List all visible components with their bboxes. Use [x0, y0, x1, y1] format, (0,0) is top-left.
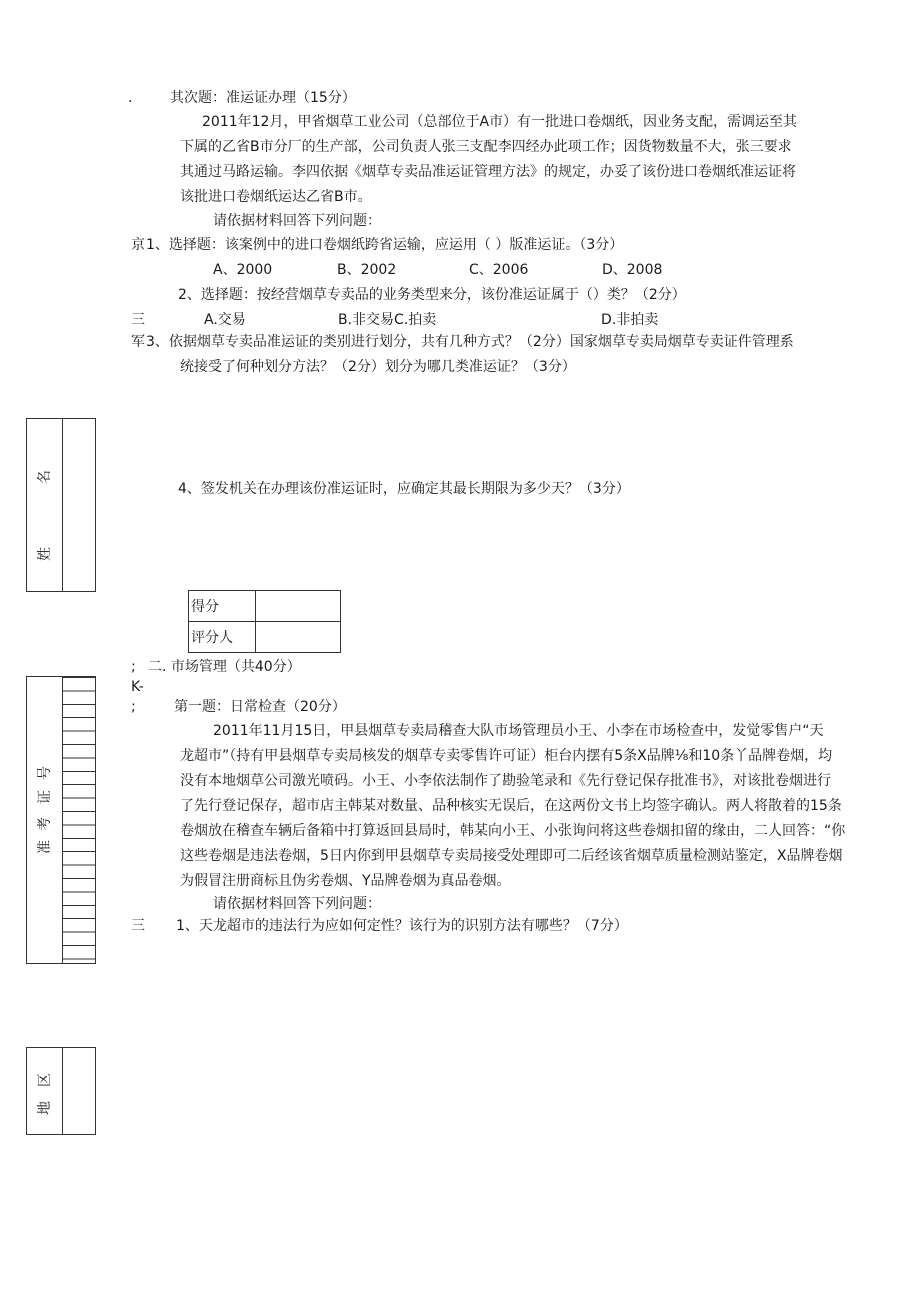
score-table [188, 590, 341, 653]
region-char: 区 [37, 1073, 53, 1087]
paragraph-line: 卷烟放在稽查车辆后备箱中打算返回县局时，韩某向小王、小张询问将这些卷烟扣留的缘由，二人回答：“你 [180, 823, 846, 839]
margin-mark: 军 [131, 334, 145, 350]
paragraph-line: 2011年11月15日，甲县烟草专卖局稽查大队市场管理员小王、小李在市场检查中，发觉零售户“天 [213, 723, 824, 739]
margin-mark: K- [131, 679, 144, 695]
option-d: D、2008 [602, 262, 663, 278]
question-3-line-1: 3、依据烟草专卖品准运证的类别进行划分，共有几种方式？（2分）国家烟草专卖局烟草专卖证件管理系 [146, 334, 794, 350]
paragraph-line: 2011年12月，甲省烟草工业公司（总部位于A市）有一批进口卷烟纸，因业务支配，需调运至其 [202, 114, 798, 130]
question-4: 4、签发机关在办理该份准运证时，应确定其最长期限为多少天？（3分） [178, 481, 630, 497]
section-title: 二. 市场管理（共40分） [148, 659, 301, 675]
region-char: 地 [37, 1101, 53, 1115]
paragraph-line: 其通过马路运输。李四依据《烟草专卖品准运证管理方法》的规定，办妥了该份进口卷烟纸准运证将 [180, 164, 796, 180]
exam-char: 准 [37, 840, 53, 854]
question-2: 2、选择题：按经营烟草专卖品的业务类型来分，该份准运证属于（）类？（2分） [178, 287, 686, 303]
paragraph-line: 了先行登记保存，超市店主韩某对数量、品种核实无误后，在这两份文书上均签字确认。两人将散着的15条 [180, 798, 842, 814]
prompt-text: 请依据材料回答下列问题： [213, 896, 381, 912]
region-box [26, 1047, 96, 1135]
exam-char: 证 [37, 790, 53, 804]
case-paragraph [180, 719, 845, 894]
margin-mark: 京 [131, 237, 145, 253]
paragraph-line: 龙超市”（持有甲县烟草专卖局核发的烟草专卖零售许可证）柜台内摆有5条X品牌⅛和10条丫品牌卷烟，均 [180, 748, 833, 764]
grader-cell[interactable] [256, 622, 341, 653]
option-bc: B.非交易C.拍卖 [338, 312, 437, 328]
question-title: 第一题：日常检查（20分） [174, 699, 346, 715]
option-d: D.非拍卖 [601, 312, 659, 328]
paragraph-line: 这些卷烟是违法卷烟，5日内你到甲县烟草专卖局接受处理即可二后经该省烟草质量检测站鉴定，X品牌卷烟 [180, 848, 843, 864]
exam-char: 号 [37, 766, 53, 780]
region-write-area[interactable] [62, 1048, 96, 1134]
margin-mark: 三 [131, 312, 145, 328]
exam-char: 考 [37, 817, 53, 831]
leading-dot: . [128, 90, 133, 106]
prompt-text: 请依据材料回答下列问题： [213, 213, 381, 229]
grader-label: 评分人 [189, 622, 256, 653]
paragraph-line: 没有本地烟草公司激光喷码。小王、小李依法制作了勘验笔录和《先行登记保存批准书》，对该批卷烟进行 [180, 773, 831, 789]
margin-mark: ; [131, 699, 136, 715]
question-1: 1、选择题：该案例中的进口卷烟纸跨省运输，应运用（ ）版准运证。（3分） [146, 237, 624, 253]
paragraph-line: 为假冒注册商标且伪劣卷烟、Y品牌卷烟为真品卷烟。 [180, 873, 511, 889]
exam-number-grid[interactable] [62, 677, 96, 963]
option-b: B、2002 [337, 262, 397, 278]
case-paragraph [180, 110, 797, 210]
name-write-area[interactable] [62, 419, 96, 591]
name-char: 名 [37, 470, 53, 484]
name-char: 姓 [37, 547, 53, 561]
option-a: A.交易 [204, 312, 246, 328]
option-c: C、2006 [469, 262, 529, 278]
question-title: 其次题：准运证办理（15分） [170, 90, 356, 106]
paragraph-line: 该批进口卷烟纸运达乙省B市。 [180, 189, 372, 205]
score-cell[interactable] [256, 591, 341, 622]
question-1: 1、天龙超市的违法行为应如何定性？该行为的识别方法有哪些？（7分） [176, 918, 628, 934]
paragraph-line: 下属的乙省B市分厂的生产部，公司负责人张三支配李四经办此项工作；因货物数量不大，张三要求 [180, 139, 792, 155]
question-3-line-2: 统接受了何种划分方法？（2分）划分为哪几类准运证？（3分） [180, 359, 576, 375]
margin-mark: 三 [131, 918, 145, 934]
name-box [26, 418, 96, 592]
exam-number-box [26, 676, 96, 964]
margin-mark: ; [131, 659, 136, 675]
option-a: A、2000 [213, 262, 273, 278]
score-label: 得分 [189, 591, 256, 622]
